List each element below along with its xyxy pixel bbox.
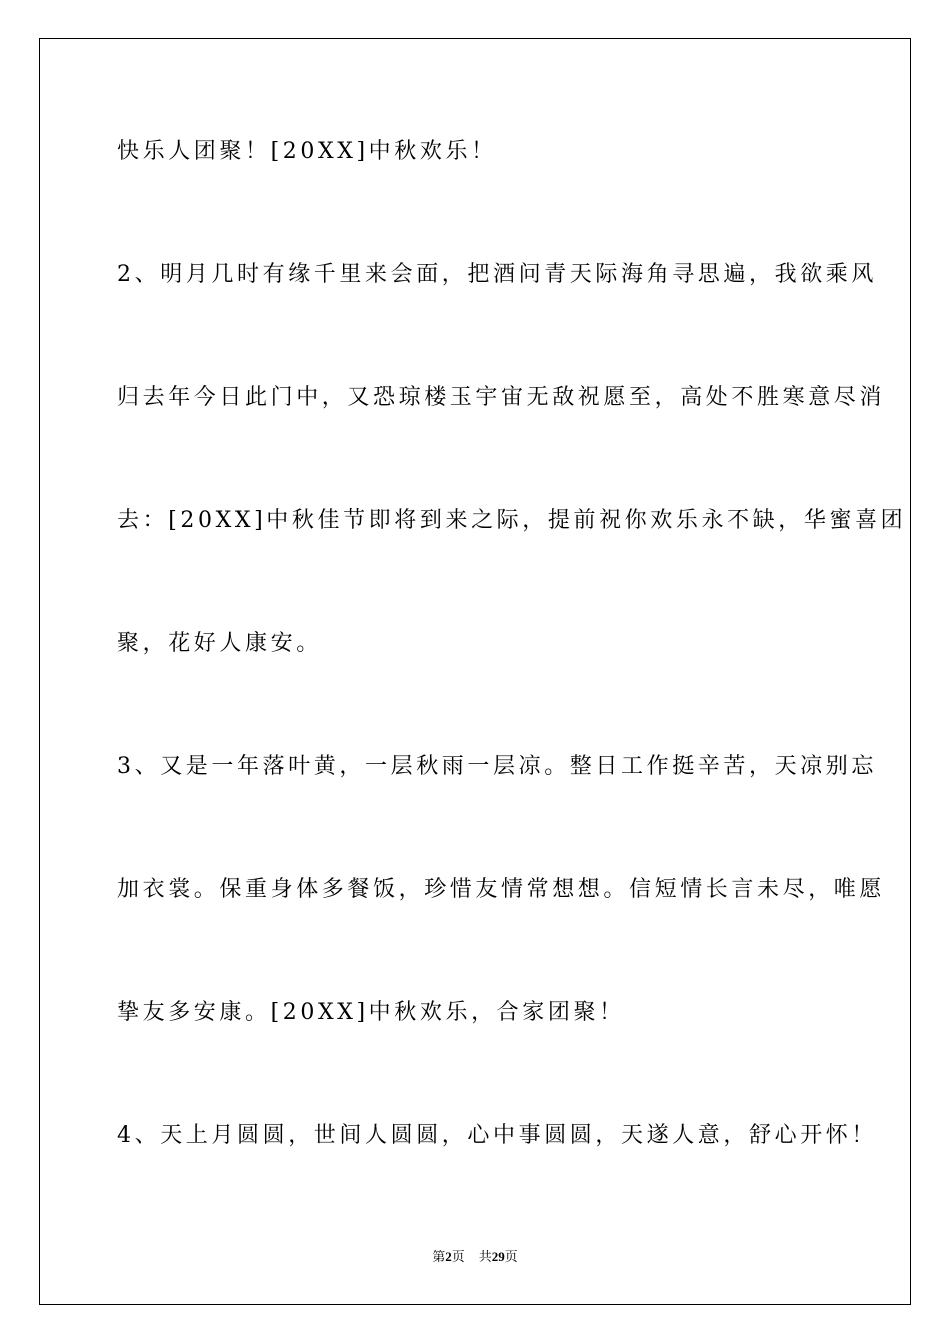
total-prefix: 共 bbox=[478, 1250, 492, 1265]
page-prefix: 第 bbox=[432, 1250, 446, 1265]
page-footer bbox=[0, 1248, 950, 1267]
page-suffix: 页 bbox=[451, 1250, 465, 1265]
text-line: 快乐人团聚！[20XX]中秋欢乐！ bbox=[117, 139, 497, 164]
text-line: 挚友多安康。[20XX]中秋欢乐，合家团聚！ bbox=[117, 1000, 625, 1025]
total-pages: 29 bbox=[491, 1249, 505, 1264]
text-line: 归去年今日此门中，又恐琼楼玉宇宙无敌祝愿至，高处不胜寒意尽消 bbox=[117, 385, 886, 410]
text-line: 3、又是一年落叶黄，一层秋雨一层凉。整日工作挺辛苦，天凉别忘 bbox=[117, 754, 877, 779]
page-border bbox=[39, 38, 911, 1305]
text-line: 2、明月几时有缘千里来会面，把酒问青天际海角寻思遍，我欲乘风 bbox=[117, 262, 877, 287]
page-number: 2 bbox=[445, 1249, 452, 1264]
text-line: 4、天上月圆圆，世间人圆圆，心中事圆圆，天遂人意，舒心开怀！ bbox=[117, 1123, 877, 1148]
text-line: 聚，花好人康安。 bbox=[117, 631, 322, 656]
text-line: 加衣裳。保重身体多餐饭，珍惜友情常想想。信短情长言未尽，唯愿 bbox=[117, 877, 886, 902]
text-line: 去：[20XX]中秋佳节即将到来之际，提前祝你欢乐永不缺，华蜜喜团 bbox=[117, 508, 907, 533]
total-suffix: 页 bbox=[504, 1250, 518, 1265]
